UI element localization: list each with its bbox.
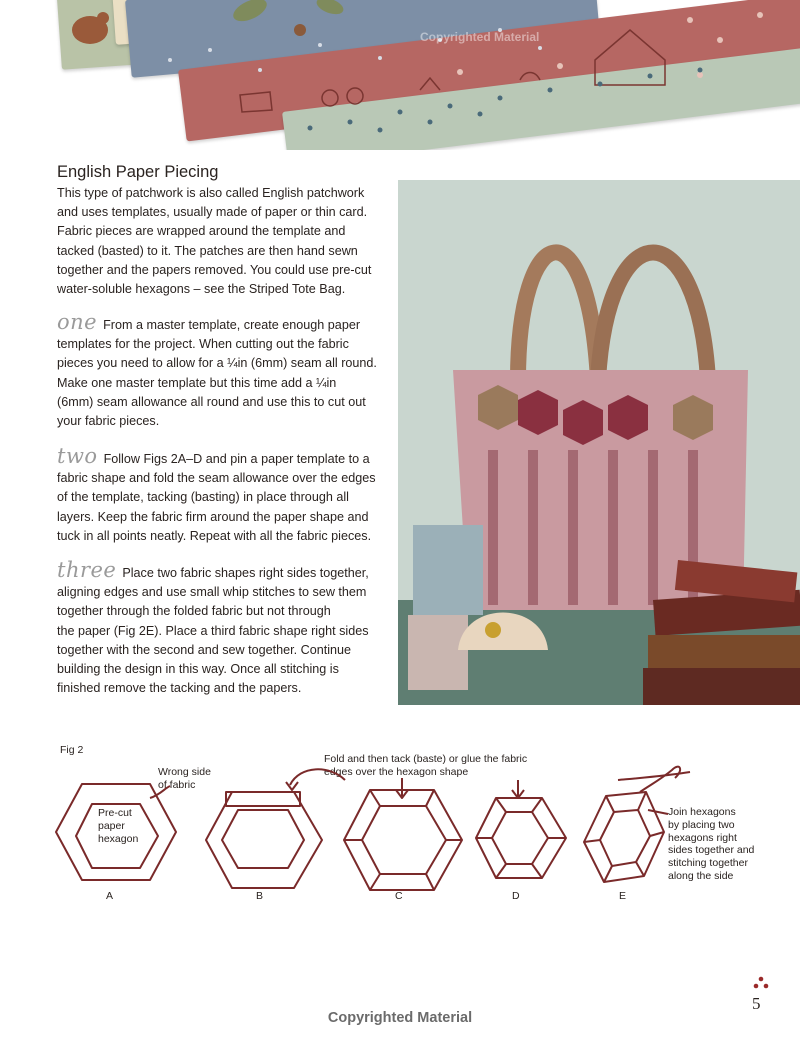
step-line: pieces you need to allow for a ¼in (6mm) seam all round. — [57, 356, 377, 371]
step-line: the paper (Fig 2E). Place a third fabric shape right sides — [57, 623, 369, 638]
decorative-dots-icon — [750, 975, 772, 991]
intro-line: tacked (basted) to it. The patches are then hand sewn — [57, 243, 358, 258]
diagram-hexagon-b — [206, 769, 345, 888]
intro-line: and uses templates, usually made of paper or thin card. — [57, 205, 368, 220]
step-line: Make one master template but this time add a ¼in — [57, 375, 337, 390]
step-line: together through the folded fabric but not through — [57, 604, 331, 619]
step-line: aligning edges and use small whip stitches to sew them — [57, 585, 367, 600]
step-line: finished remove the tacking and the papers. — [57, 681, 302, 696]
hexagon-diagram — [0, 740, 800, 910]
figure-letter-d: D — [512, 890, 520, 902]
copyright-notice: Copyrighted Material — [327, 1010, 473, 1026]
figure-letter-b: B — [256, 890, 264, 902]
intro-line: together and the papers removed. You could use pre-cut — [57, 262, 372, 277]
figure-letter-a: A — [106, 890, 114, 902]
diagram-hexagon-e — [584, 767, 690, 882]
fold-instruction-label: Fold and then tack (baste) or glue the fabric edges over the hexagon shape — [324, 753, 528, 778]
step-line: Place two fabric shapes right sides together, — [122, 566, 369, 580]
join-instruction-label: Join hexagons by placing two hexagons right sides together and stitching together along the side — [668, 806, 755, 882]
step-line: building the design in this way. Once all stitching is — [57, 662, 339, 677]
step-line: together with the second and sew together. Continue — [57, 642, 352, 657]
step-word-two: two — [57, 444, 98, 468]
step-line: templates for the project. When cutting out the fabric — [57, 337, 349, 352]
step-word-one: one — [57, 310, 98, 334]
figure-letter-e: E — [619, 890, 627, 902]
step-line: From a master template, create enough paper — [103, 318, 361, 332]
step-line: (6mm) seam allowance all round and use this to cut out — [57, 394, 366, 409]
intro-line: Fabric pieces are wrapped around the template and — [57, 224, 346, 239]
precut-paper-label: Pre-cut paper hexagon — [98, 807, 139, 845]
section-heading: English Paper Piecing — [57, 163, 219, 181]
step-word-three: three — [57, 558, 117, 582]
step-line: of the template, tacking (basting) in place through all — [57, 490, 349, 505]
tote-bag-illustration — [398, 180, 800, 705]
watermark-text: Copyrighted Material — [420, 30, 540, 44]
step-line: tuck in all points neatly. Repeat with all the fabric pieces. — [57, 528, 372, 543]
intro-line: water-soluble hexagons – see the Striped Tote Bag. — [57, 282, 346, 297]
step-line: layers. Keep the fabric firm around the paper shape and — [57, 509, 369, 524]
step-line: Follow Figs 2A–D and pin a paper template to a — [103, 452, 370, 466]
wrong-side-label: Wrong side of fabric — [158, 766, 211, 791]
page-number: 5 — [752, 994, 761, 1013]
fabric-swatches-image — [0, 0, 800, 150]
figure-letter-c: C — [395, 890, 403, 902]
intro-paragraph — [57, 184, 392, 299]
intro-line: This type of patchwork is also called English patchwork — [57, 186, 365, 200]
step-line: fabric shape and fold the seam allowance over the edges — [57, 471, 376, 486]
step-line: your fabric pieces. — [57, 414, 160, 429]
diagram-hexagon-a — [56, 784, 176, 880]
diagram-hexagon-d — [476, 780, 566, 878]
figure-label: Fig 2 — [60, 744, 84, 756]
step-three — [57, 558, 392, 698]
step-two — [57, 444, 392, 546]
step-one — [57, 310, 392, 431]
tote-bag-photo — [398, 180, 800, 705]
fabric-print-details — [0, 0, 800, 150]
diagram-hexagon-c — [344, 778, 462, 890]
